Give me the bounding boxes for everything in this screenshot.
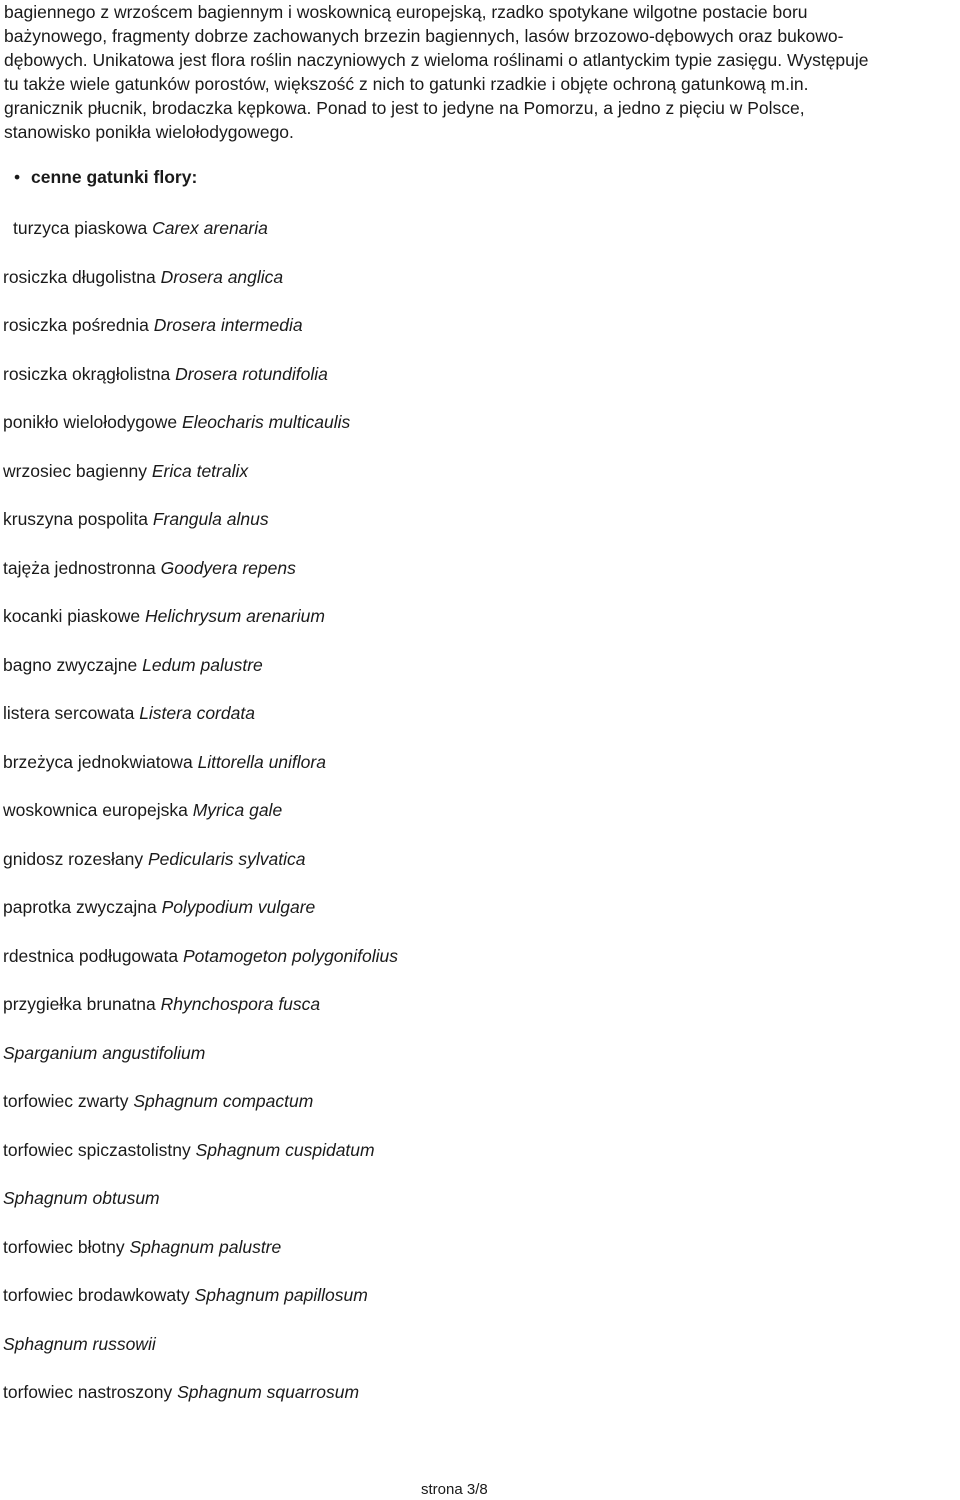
species-common-name: paprotka zwyczajna (3, 897, 157, 917)
species-common-name: kruszyna pospolita (3, 509, 148, 529)
section-heading-text: cenne gatunki flory: (31, 167, 198, 187)
species-common-name: rdestnica podługowata (3, 945, 179, 966)
species-latin-name: Goodyera repens (160, 557, 296, 578)
species-item (3, 697, 398, 746)
species-common-name: rosiczka okrągłolistna (3, 363, 171, 384)
species-latin-name: Erica tetralix (151, 460, 249, 481)
species-common-name: torfowiec brodawkowaty (3, 1285, 190, 1305)
species-latin-name: Frangula alnus (152, 509, 269, 529)
species-item (3, 261, 398, 310)
species-list (3, 212, 398, 1425)
species-item (3, 1182, 398, 1231)
species-latin-name: Drosera anglica (160, 266, 284, 287)
species-common-name: bagno zwyczajne (3, 654, 138, 675)
intro-line: bagiennego z wrzoścem bagiennym i woskownicą europejską, rzadko spotykane wilgotne postacie boru (4, 2, 808, 22)
intro-line: granicznik płucnik, brodaczka kępkowa. Ponad to jest to jedyne na Pomorzu, a jedno z pięciu w Polsce, (4, 98, 805, 118)
species-item (3, 843, 398, 892)
flora-section-heading (14, 167, 197, 188)
species-latin-name: Drosera intermedia (153, 315, 303, 335)
species-common-name: listera sercowata (3, 703, 135, 723)
species-latin-name: Sphagnum palustre (129, 1236, 282, 1257)
species-latin-name: Listera cordata (139, 703, 255, 723)
species-latin-name: Carex arenaria (152, 218, 268, 238)
species-latin-name: Myrica gale (192, 800, 283, 820)
species-common-name: woskownica europejska (3, 800, 188, 820)
species-item (3, 552, 398, 601)
species-item (3, 891, 398, 940)
species-common-name: rosiczka pośrednia (3, 315, 149, 335)
species-item (3, 309, 398, 358)
species-common-name: brzeżyca jednokwiatowa (3, 751, 193, 772)
species-latin-name: Sphagnum obtusum (3, 1188, 160, 1208)
species-latin-name: Eleocharis multicaulis (182, 412, 351, 432)
species-item (3, 212, 398, 261)
intro-line: stanowisko ponikła wielołodygowego. (4, 122, 294, 142)
species-item (3, 1134, 398, 1183)
species-item (3, 455, 398, 504)
species-item (3, 794, 398, 843)
species-item (3, 1328, 398, 1377)
intro-line: tu także wiele gatunków porostów, większość z nich to gatunki rzadkie i objęte ochroną gatunkową m.in. (4, 74, 809, 94)
species-latin-name: Sphagnum cuspidatum (195, 1139, 375, 1160)
species-latin-name: Sphagnum russowii (3, 1333, 156, 1354)
species-latin-name: Helichrysum arenarium (145, 606, 325, 626)
species-common-name: przygiełka brunatna (3, 994, 156, 1014)
species-common-name: torfowiec nastroszony (3, 1382, 173, 1402)
bullet-icon: • (14, 167, 21, 187)
species-latin-name: Littorella uniflora (197, 751, 326, 772)
species-latin-name: Potamogeton polygonifolius (183, 945, 399, 966)
species-common-name: kocanki piaskowe (3, 606, 141, 626)
species-latin-name: Sphagnum papillosum (194, 1285, 368, 1305)
species-latin-name: Sphagnum compactum (133, 1091, 314, 1111)
species-item (3, 1376, 398, 1425)
species-latin-name: Pedicularis sylvatica (147, 848, 306, 869)
species-latin-name: Sparganium angustifolium (3, 1042, 206, 1063)
species-item (3, 600, 398, 649)
species-item (3, 1085, 398, 1134)
species-item (3, 1231, 398, 1280)
species-item (3, 746, 398, 795)
species-item (3, 406, 398, 455)
species-latin-name: Polypodium vulgare (161, 897, 316, 917)
species-item (3, 503, 398, 552)
species-item (3, 988, 398, 1037)
species-latin-name: Drosera rotundifolia (175, 363, 328, 384)
species-latin-name: Sphagnum squarrosum (177, 1382, 360, 1402)
species-item (3, 1037, 398, 1086)
intro-line: dębowych. Unikatowa jest flora roślin naczyniowych z wieloma roślinami o atlantyckim typie zasięgu. Występuje (4, 50, 869, 70)
species-common-name: turzyca piaskowa (13, 218, 148, 238)
species-common-name: gnidosz rozesłany (3, 848, 144, 869)
page-number: strona 3/8 (421, 1481, 488, 1498)
species-item (3, 649, 398, 698)
species-common-name: wrzosiec bagienny (3, 460, 147, 481)
intro-paragraph (4, 0, 960, 144)
species-item (3, 1279, 398, 1328)
species-latin-name: Ledum palustre (142, 654, 263, 675)
species-common-name: torfowiec błotny (3, 1236, 125, 1257)
species-common-name: rosiczka długolistna (3, 266, 156, 287)
species-common-name: tajęża jednostronna (3, 557, 156, 578)
species-item (3, 940, 398, 989)
species-common-name: ponikło wielołodygowe (3, 412, 178, 432)
species-common-name: torfowiec spiczastolistny (3, 1139, 191, 1160)
species-item (3, 358, 398, 407)
species-common-name: torfowiec zwarty (3, 1091, 129, 1111)
intro-line: bażynowego, fragmenty dobrze zachowanych brzezin bagiennych, lasów brzozowo-dębowych oraz bukowo- (4, 26, 844, 46)
species-latin-name: Rhynchospora fusca (160, 994, 321, 1014)
